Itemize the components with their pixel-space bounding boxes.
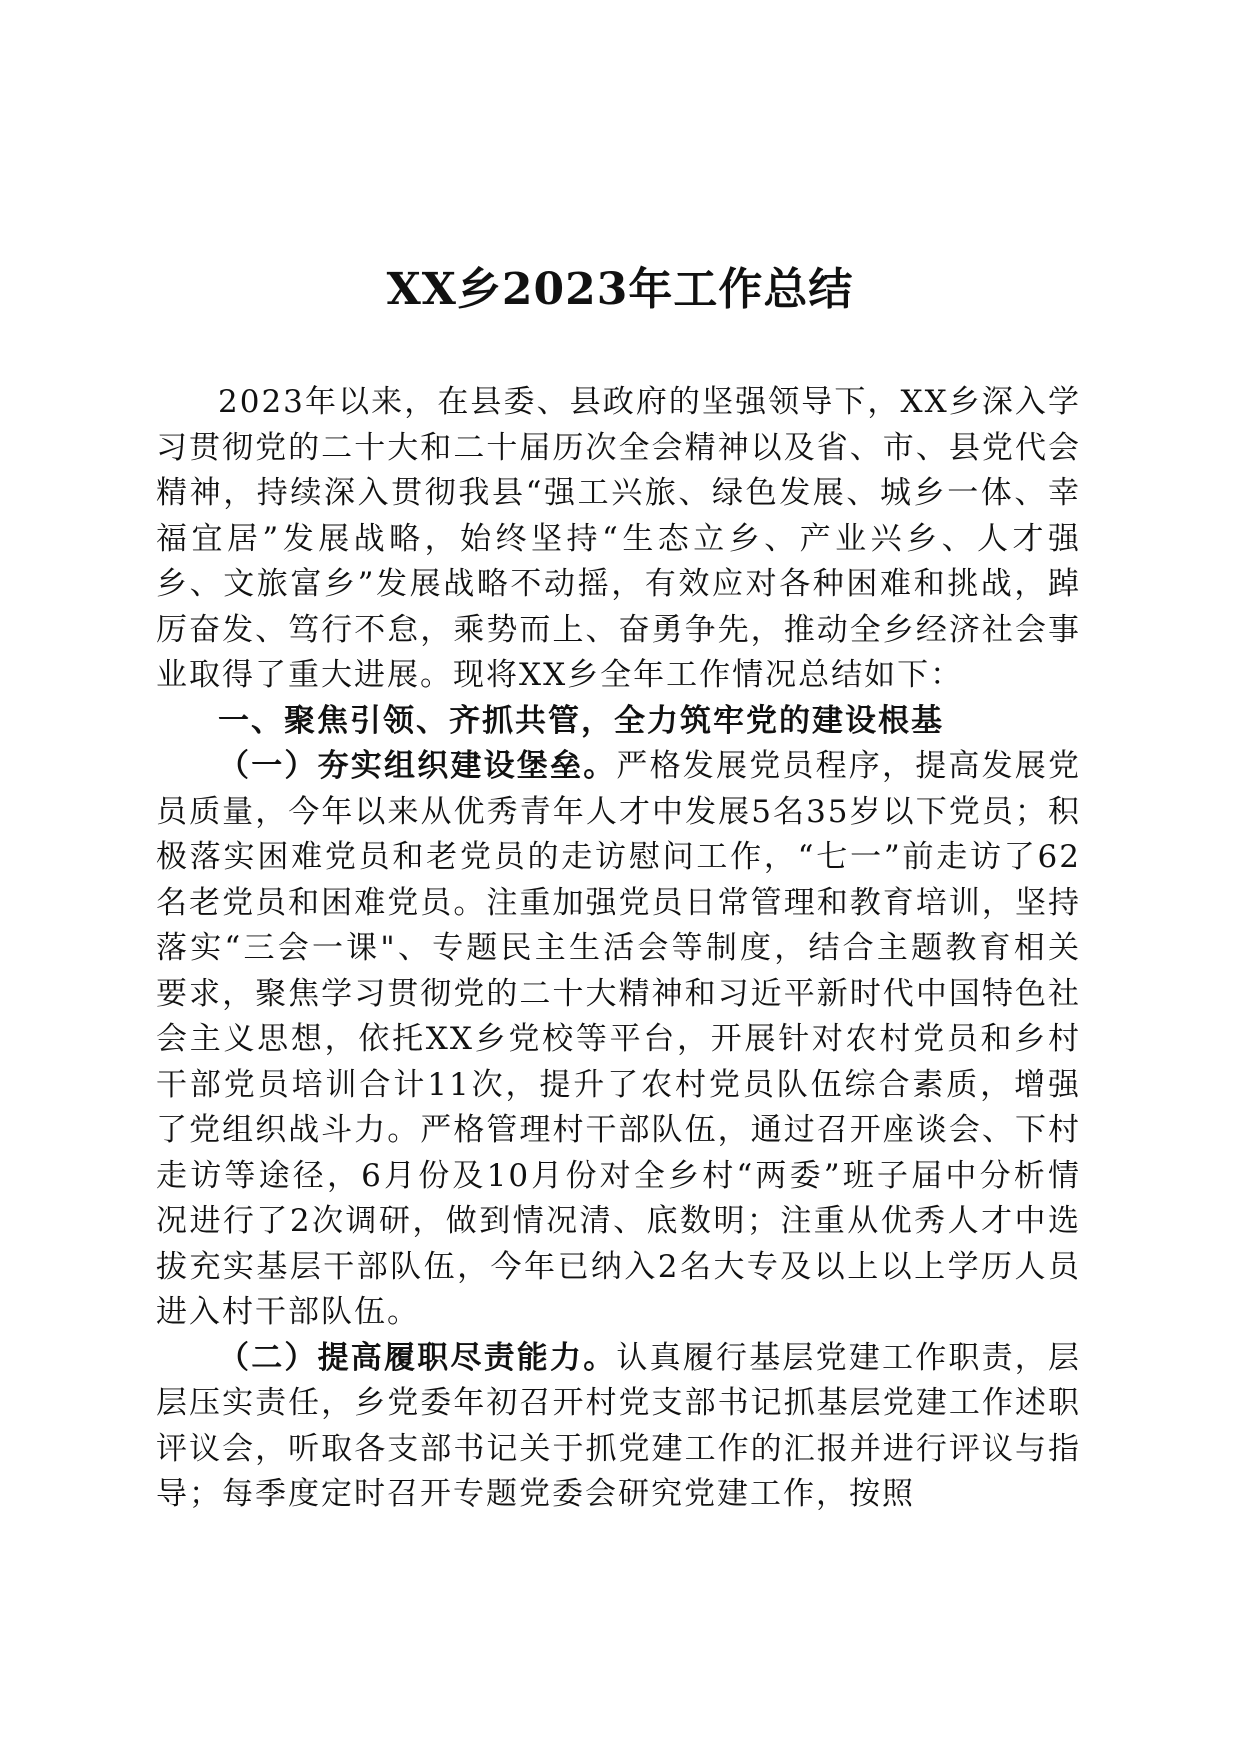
subsection-text-1: 严格发展党员程序，提高发展党员质量，今年以来从优秀青年人才中发展5名35岁以下党员；积极落实困难党员和老党员的走访慰问工作，“七一”前走访了62名老党员和困难党员。注重加强党员日常管理和教育培训，坚持落实“三会一课"、专题民主生活会等制度，结合主题教育相关要求，聚焦学习贯彻党的二十大精神和习近平新时代中国特色社会主义思想，依托XX乡党校等平台，开展针对农村党员和乡村干部党员培训合计11次，提升了农村党员队伍综合素质，增强了党组织战斗力。严格管理村干部队伍，通过召开座谈会、下村走访等途径，6月份及10月份对全乡村“两委”班子届中分析情况进行了2次调研，做到情况清、底数明；注重从优秀人才中选拔充实基层干部队伍，今年已纳入2名大专及以上以上学历人员进入村干部队伍。 — [156, 748, 1082, 1330]
subsection-text-2: 认真履行基层党建工作职责，层层压实责任，乡党委年初召开村党支部书记抓基层党建工作述职评议会，听取各支部书记关于抓党建工作的汇报并进行评议与指导；每季度定时召开专题党委会研究党建工作，按照 — [156, 1339, 1082, 1512]
subsection-paragraph-1 — [156, 744, 1081, 1336]
intro-paragraph: 2023年以来，在县委、县政府的坚强领导下，XX乡深入学习贯彻党的二十大和二十届历次全会精神以及省、市、县党代会精神，持续深入贯彻我县“强工兴旅、绿色发展、城乡一体、幸福宜居”发展战略，始终坚持“生态立乡、产业兴乡、人才强乡、文旅富乡”发展战略不动摇，有效应对各种困难和挑战，踔厉奋发、笃行不怠，乘势而上、奋勇争先，推动全乡经济社会事业取得了重大进展。现将XX乡全年工作情况总结如下： — [156, 384, 1081, 693]
subsection-heading-1: （一）夯实组织建设堡垒。 — [218, 748, 617, 784]
document-body — [156, 380, 1081, 1518]
page-title: XX乡2023年工作总结 — [386, 264, 854, 315]
subsection-heading-2: （二）提高履职尽责能力。 — [218, 1339, 617, 1376]
subsection-paragraph-2 — [156, 1336, 1081, 1518]
section-heading-1: 一、聚焦引领、齐抓共管，全力筑牢党的建设根基 — [218, 702, 944, 739]
